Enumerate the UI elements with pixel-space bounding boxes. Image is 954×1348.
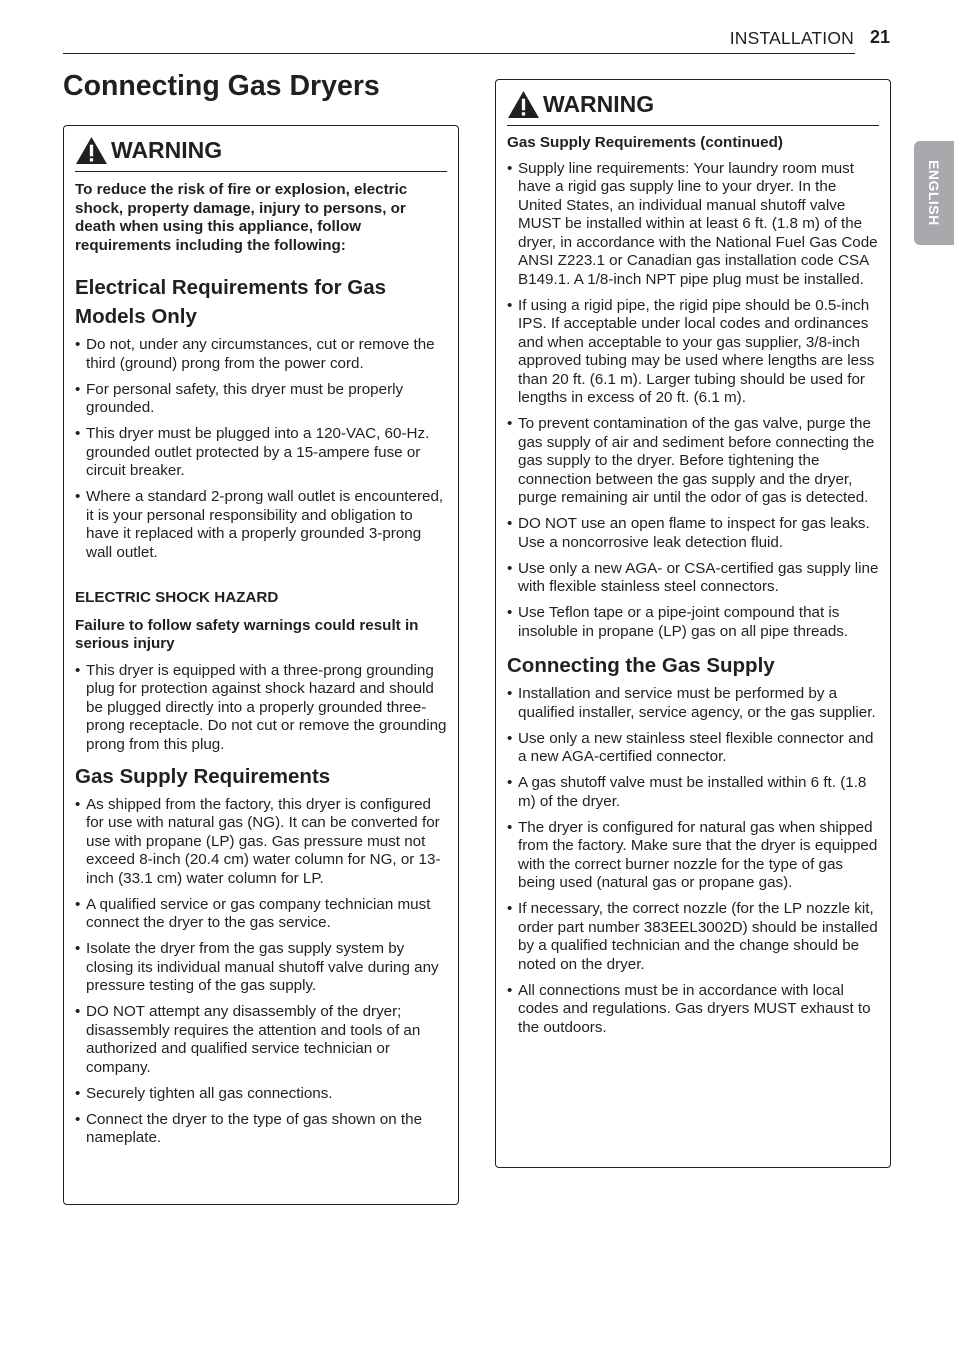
list-item: • If using a rigid pipe, the rigid pipe should be 0.5-inch IPS. If acceptable under local codes and ordinances and when acceptable to your gas supplier, 3/8-inch approved tubing may be used where lengths are less than 20 ft. (6.1 m). Larger tubing should be used for lengths in excess of 20 ft. (6.1 m). — [507, 297, 879, 408]
list-item: • This dryer is equipped with a three-prong grounding plug for protection against shock hazard and should be plugged directly into a properly grounded three-prong receptacle. Do not cut or remove the grounding prong from this plug. — [75, 662, 447, 755]
list-item: • Where a standard 2-prong wall outlet is encountered, it is your personal responsibility and obligation to have it replaced with a properly grounded 3-prong wall outlet. — [75, 488, 447, 562]
warning-triangle-icon — [75, 136, 108, 165]
list-item: • Use only a new AGA- or CSA-certified gas supply line with flexible stainless steel connectors. — [507, 560, 879, 597]
warning-header — [75, 136, 447, 172]
list-item: • Isolate the dryer from the gas supply system by closing its individual manual shutoff valve during any pressure testing of the gas supply. — [75, 940, 447, 996]
warning-box-right — [495, 79, 891, 1168]
gas-supply-list — [75, 796, 447, 1148]
language-tab-label: ENGLISH — [926, 160, 942, 226]
list-item: • Connect the dryer to the type of gas shown on the nameplate. — [75, 1111, 447, 1148]
shock-hazard-list — [75, 662, 447, 755]
list-item: • Supply line requirements: Your laundry room must have a rigid gas supply line to your dryer. In the United States, an individual manual shutoff valve MUST be installed within at least 6 ft. (1.8 m) of the dryer, in accordance with the National Fuel Gas Code ANSI Z223.1 or Canadian gas installation code CSA B149.1. A 1/8-inch NPT pipe plug must be installed. — [507, 160, 879, 290]
list-item: • This dryer must be plugged into a 120-VAC, 60-Hz. grounded outlet protected by a 15-ampere fuse or circuit breaker. — [75, 425, 447, 481]
page-number: 21 — [870, 27, 891, 47]
list-item: • As shipped from the factory, this dryer is configured for use with natural gas (NG). It can be converted for use with propane (LP) gas. Gas pressure must not exceed 8-inch (20.4 cm) water column for NG, or 13-inch (33.1 cm) water column for LP. — [75, 796, 447, 889]
warning-header — [507, 90, 879, 126]
connecting-gas-supply-heading: Connecting the Gas Supply — [507, 654, 775, 677]
shock-hazard-title: ELECTRIC SHOCK HAZARD — [75, 589, 279, 606]
shock-hazard-subtitle: Failure to follow safety warnings could result in serious injury — [75, 616, 419, 652]
warning-title: WARNING — [543, 91, 655, 117]
language-tab — [914, 141, 954, 245]
gas-supply-continued-list — [507, 160, 879, 642]
header-divider — [63, 53, 855, 54]
electrical-requirements-list — [75, 336, 447, 562]
list-item: • Installation and service must be performed by a qualified installer, service agency, or the gas supplier. — [507, 685, 879, 722]
list-item: • Securely tighten all gas connections. — [75, 1085, 447, 1104]
gas-supply-heading: Gas Supply Requirements — [75, 764, 331, 788]
warning-title: WARNING — [111, 137, 223, 163]
list-item: • To prevent contamination of the gas valve, purge the gas supply of air and sediment before connecting the gas supply to the dryer. Before tightening the connection between the gas supply and the dryer, purge remaining air until the odor of gas is detected. — [507, 415, 879, 508]
list-item: • Do not, under any circumstances, cut or remove the third (ground) prong from the power cord. — [75, 336, 447, 373]
list-item: • Use only a new stainless steel flexible connector and a new AGA-certified connector. — [507, 730, 879, 767]
list-item: • All connections must be in accordance with local codes and regulations. Gas dryers MUST exhaust to the outdoors. — [507, 982, 879, 1038]
list-item: • DO NOT use an open flame to inspect for gas leaks. Use a noncorrosive leak detection fluid. — [507, 515, 879, 552]
header-section: INSTALLATION — [729, 28, 854, 48]
gas-supply-continued-title: Gas Supply Requirements (continued) — [507, 134, 783, 151]
list-item: • A qualified service or gas company technician must connect the dryer to the gas service. — [75, 896, 447, 933]
electrical-requirements-heading: Electrical Requirements for Gas Models Only — [75, 276, 387, 328]
warning-box-left — [63, 125, 459, 1205]
warning-triangle-icon — [507, 90, 540, 119]
list-item: • A gas shutoff valve must be installed within 6 ft. (1.8 m) of the dryer. — [507, 774, 879, 811]
list-item: • The dryer is configured for natural gas when shipped from the factory. Make sure that the dryer is equipped with the correct burner nozzle for the type of gas being used (natural gas or propane gas). — [507, 819, 879, 893]
page-title: Connecting Gas Dryers — [63, 70, 380, 102]
warning-intro: To reduce the risk of fire or explosion, electric shock, property damage, injury to persons, or death when using this appliance, follow requirements including the following: — [75, 181, 408, 254]
list-item: • DO NOT attempt any disassembly of the dryer; disassembly requires the attention and tools of an authorized and qualified service technician or company. — [75, 1003, 447, 1077]
connecting-gas-supply-list — [507, 685, 879, 1037]
list-item: • Use Teflon tape or a pipe-joint compound that is insoluble in propane (LP) gas on all pipe threads. — [507, 604, 879, 641]
list-item: • For personal safety, this dryer must be properly grounded. — [75, 381, 447, 418]
list-item: • If necessary, the correct nozzle (for the LP nozzle kit, order part number 383EEL3002D) should be installed by a qualified technician and the change should be noted on the dryer. — [507, 900, 879, 974]
